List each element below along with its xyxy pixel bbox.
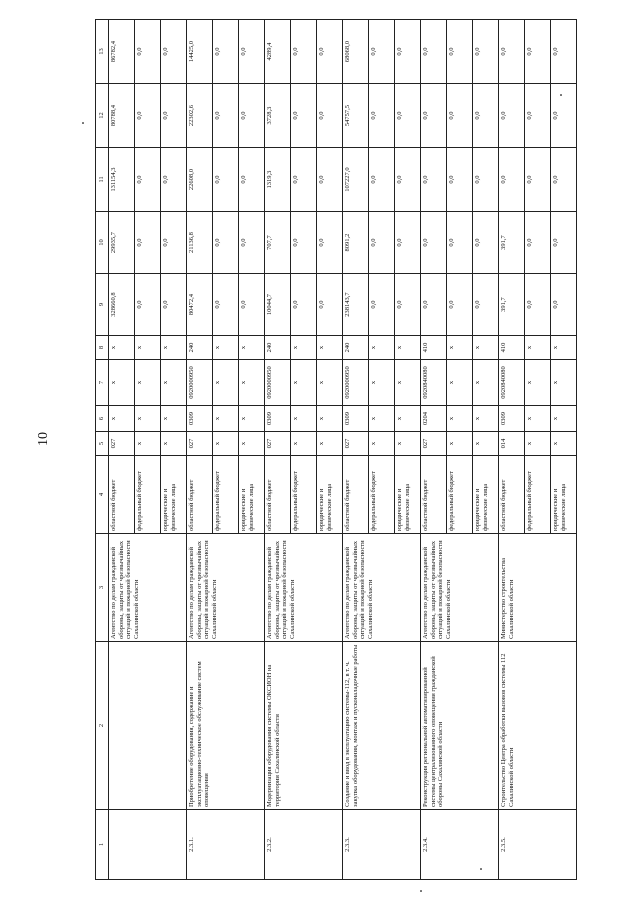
cell-c9: 0,0 <box>213 274 239 336</box>
cell-c12: 80788,4 <box>109 84 135 148</box>
cell-c10: 0,0 <box>213 212 239 274</box>
measure-name: Создание и ввод в эксплуатацию системы-112, в т. ч. закупка оборудования, монтаж и пусконаладочные работы <box>343 642 421 810</box>
cell-c13: 0,0 <box>213 20 239 84</box>
table-row <box>265 20 291 880</box>
cell-c10: 0,0 <box>447 212 473 274</box>
funding-source: областной бюджет <box>109 456 135 534</box>
cell-c5: 027 <box>187 432 213 456</box>
cell-c5: x <box>135 432 161 456</box>
cell-c7: x <box>395 360 421 406</box>
cell-c8: x <box>551 336 577 360</box>
cell-c6: x <box>317 406 343 432</box>
funding-source: областной бюджет <box>421 456 447 534</box>
cell-c5: 027 <box>421 432 447 456</box>
cell-c10: 0,0 <box>161 212 187 274</box>
column-number-10: 10 <box>96 212 109 274</box>
cell-c5: x <box>395 432 421 456</box>
cell-c11: 0,0 <box>551 148 577 212</box>
cell-c9: 0,0 <box>135 274 161 336</box>
cell-c12: 54757,5 <box>343 84 369 148</box>
cell-c6: 0309 <box>265 406 291 432</box>
cell-c9: 0,0 <box>161 274 187 336</box>
page-number: 10 <box>36 432 51 446</box>
cell-c12: 0,0 <box>317 84 343 148</box>
funding-source: областной бюджет <box>187 456 213 534</box>
cell-c7: x <box>473 360 499 406</box>
cell-c8: x <box>109 336 135 360</box>
cell-c5: x <box>369 432 395 456</box>
cell-c13: 0,0 <box>135 20 161 84</box>
cell-c5: x <box>447 432 473 456</box>
cell-c9: 0,0 <box>525 274 551 336</box>
cell-c11: 131154,3 <box>109 148 135 212</box>
cell-c13: 14425,0 <box>187 20 213 84</box>
cell-c9: 0,0 <box>369 274 395 336</box>
cell-c12: 0,0 <box>369 84 395 148</box>
cell-c12: 0,0 <box>213 84 239 148</box>
measure-name: Строительство Центра обработки вызовов системы 112 Сахалинской области <box>499 642 577 810</box>
cell-c11: 0,0 <box>239 148 265 212</box>
funding-source: юридические и физические лица <box>161 456 187 534</box>
cell-c12: 22302,6 <box>187 84 213 148</box>
cell-c7: x <box>239 360 265 406</box>
executor: Агентство по делам гражданской обороны, защиты от чрезвычайных ситуаций и пожарной безопасности Сахалинской области <box>265 534 343 642</box>
cell-c11: 0,0 <box>525 148 551 212</box>
cell-c7: 0920840080 <box>499 360 525 406</box>
executor: Агентство по делам гражданской обороны, защиты от чрезвычайных ситуаций и пожарной безопасности Сахалинской области <box>421 534 499 642</box>
cell-c12: 0,0 <box>421 84 447 148</box>
measure-name: Приобретение оборудования, содержание и эксплуатационно-техническое обслуживание систем оповещения <box>187 642 265 810</box>
cell-c7: 0920000950 <box>343 360 369 406</box>
cell-c8: 240 <box>265 336 291 360</box>
column-number-5: 5 <box>96 432 109 456</box>
table-row <box>343 20 369 880</box>
cell-c13: 68068,0 <box>343 20 369 84</box>
cell-c11: 22608,0 <box>187 148 213 212</box>
funding-source: областной бюджет <box>265 456 291 534</box>
cell-c6: x <box>525 406 551 432</box>
column-number-2: 2 <box>96 642 109 810</box>
executor: Агентство по делам гражданской обороны, защиты от чрезвычайных ситуаций и пожарной безопасности Сахалинской области <box>109 534 187 642</box>
cell-c7: x <box>317 360 343 406</box>
cell-c10: 0,0 <box>525 212 551 274</box>
cell-c5: 027 <box>109 432 135 456</box>
cell-c10: 8091,2 <box>343 212 369 274</box>
cell-c13: 0,0 <box>473 20 499 84</box>
row-number: 2.3.3. <box>343 810 421 880</box>
row-number: 2.3.2. <box>265 810 343 880</box>
cell-c9: 0,0 <box>291 274 317 336</box>
cell-c10: 0,0 <box>369 212 395 274</box>
cell-c13: 0,0 <box>239 20 265 84</box>
cell-c6: x <box>447 406 473 432</box>
cell-c7: 0920840080 <box>421 360 447 406</box>
cell-c8: x <box>525 336 551 360</box>
cell-c10: 0,0 <box>291 212 317 274</box>
funding-source: федеральный бюджет <box>213 456 239 534</box>
cell-c6: x <box>135 406 161 432</box>
cell-c9: 0,0 <box>551 274 577 336</box>
cell-c11: 0,0 <box>213 148 239 212</box>
cell-c8: x <box>135 336 161 360</box>
cell-c12: 0,0 <box>239 84 265 148</box>
funding-source: федеральный бюджет <box>135 456 161 534</box>
cell-c8: 410 <box>499 336 525 360</box>
cell-c6: x <box>395 406 421 432</box>
cell-c11: 0,0 <box>447 148 473 212</box>
cell-c6: x <box>369 406 395 432</box>
column-number-8: 8 <box>96 336 109 360</box>
scan-speck <box>480 868 482 870</box>
row-number: 2.3.5. <box>499 810 577 880</box>
cell-c6: x <box>213 406 239 432</box>
measure-name: Модернизация оборудования системы ОКСИОН на территории Сахалинской области <box>265 642 343 810</box>
cell-c7: 0920000950 <box>187 360 213 406</box>
cell-c8: 240 <box>343 336 369 360</box>
cell-c9: 391,7 <box>499 274 525 336</box>
table-row <box>109 20 135 880</box>
cell-c12: 0,0 <box>499 84 525 148</box>
cell-c11: 107227,0 <box>343 148 369 212</box>
table-row <box>499 20 525 880</box>
cell-c12: 0,0 <box>447 84 473 148</box>
cell-c11: 0,0 <box>317 148 343 212</box>
cell-c9: 0,0 <box>421 274 447 336</box>
cell-c8: x <box>239 336 265 360</box>
cell-c11: 0,0 <box>473 148 499 212</box>
cell-c10: 0,0 <box>135 212 161 274</box>
column-number-1: 1 <box>96 810 109 880</box>
cell-c9: 10044,7 <box>265 274 291 336</box>
cell-c10: 0,0 <box>473 212 499 274</box>
cell-c10: 0,0 <box>317 212 343 274</box>
cell-c11: 1319,3 <box>265 148 291 212</box>
cell-c13: 0,0 <box>551 20 577 84</box>
cell-c13: 86782,4 <box>109 20 135 84</box>
funding-source: областной бюджет <box>343 456 369 534</box>
cell-c7: x <box>135 360 161 406</box>
cell-c5: x <box>551 432 577 456</box>
cell-c13: 0,0 <box>291 20 317 84</box>
cell-c7: x <box>447 360 473 406</box>
column-number-6: 6 <box>96 406 109 432</box>
cell-c13: 0,0 <box>421 20 447 84</box>
cell-c9: 0,0 <box>447 274 473 336</box>
scan-speck <box>420 890 422 892</box>
cell-c12: 3728,3 <box>265 84 291 148</box>
cell-c5: x <box>473 432 499 456</box>
cell-c5: x <box>525 432 551 456</box>
budget-table <box>95 19 577 880</box>
cell-c8: x <box>369 336 395 360</box>
funding-source: областной бюджет <box>499 456 525 534</box>
cell-c5: 027 <box>265 432 291 456</box>
cell-c8: 240 <box>187 336 213 360</box>
cell-c6: x <box>239 406 265 432</box>
cell-c11: 0,0 <box>135 148 161 212</box>
cell-c8: 410 <box>421 336 447 360</box>
column-number-12: 12 <box>96 84 109 148</box>
cell-c9: 0,0 <box>239 274 265 336</box>
cell-c5: x <box>291 432 317 456</box>
cell-c13: 0,0 <box>447 20 473 84</box>
cell-c13: 0,0 <box>369 20 395 84</box>
scan-speck <box>560 94 562 96</box>
measure-name: Реконструкция региональной автоматизированной системы централизованного оповещения гражданской обороны Сахалинской области <box>421 642 499 810</box>
cell-c5: x <box>161 432 187 456</box>
column-number-9: 9 <box>96 274 109 336</box>
cell-c6: 0204 <box>421 406 447 432</box>
cell-c7: x <box>369 360 395 406</box>
cell-c5: 014 <box>499 432 525 456</box>
cell-c5: x <box>317 432 343 456</box>
column-number-row <box>96 20 109 880</box>
cell-c5: 027 <box>343 432 369 456</box>
cell-c6: x <box>109 406 135 432</box>
cell-c11: 0,0 <box>499 148 525 212</box>
funding-source: юридические и физические лица <box>395 456 421 534</box>
cell-c12: 0,0 <box>161 84 187 148</box>
row-number: 2.3.4. <box>421 810 499 880</box>
column-number-13: 13 <box>96 20 109 84</box>
executor: Агентство по делам гражданской обороны, защиты от чрезвычайных ситуаций и пожарной безопасности Сахалинской области <box>187 534 265 642</box>
cell-c10: 0,0 <box>421 212 447 274</box>
cell-c6: x <box>473 406 499 432</box>
column-number-11: 11 <box>96 148 109 212</box>
cell-c9: 80472,4 <box>187 274 213 336</box>
column-number-3: 3 <box>96 534 109 642</box>
funding-source: федеральный бюджет <box>525 456 551 534</box>
cell-c11: 0,0 <box>369 148 395 212</box>
cell-c5: x <box>213 432 239 456</box>
cell-c6: 0309 <box>343 406 369 432</box>
cell-c11: 0,0 <box>291 148 317 212</box>
cell-c11: 0,0 <box>161 148 187 212</box>
cell-c6: x <box>551 406 577 432</box>
cell-c8: x <box>395 336 421 360</box>
cell-c10: 29935,7 <box>109 212 135 274</box>
executor: Министерство строительства Сахалинской области <box>499 534 577 642</box>
cell-c8: x <box>291 336 317 360</box>
cell-c13: 0,0 <box>161 20 187 84</box>
cell-c7: x <box>525 360 551 406</box>
cell-c10: 21136,8 <box>187 212 213 274</box>
cell-c9: 0,0 <box>317 274 343 336</box>
cell-c9: 0,0 <box>473 274 499 336</box>
cell-c7: 0920000950 <box>265 360 291 406</box>
cell-c10: 707,7 <box>265 212 291 274</box>
cell-c7: x <box>109 360 135 406</box>
cell-c10: 0,0 <box>395 212 421 274</box>
cell-c9: 0,0 <box>395 274 421 336</box>
table-body <box>109 20 577 880</box>
cell-c6: 0309 <box>499 406 525 432</box>
cell-c12: 0,0 <box>473 84 499 148</box>
cell-c11: 0,0 <box>421 148 447 212</box>
measure-name <box>109 642 187 810</box>
table-row <box>187 20 213 880</box>
cell-c8: x <box>161 336 187 360</box>
table-row <box>421 20 447 880</box>
cell-c6: x <box>291 406 317 432</box>
cell-c12: 0,0 <box>135 84 161 148</box>
cell-c8: x <box>213 336 239 360</box>
cell-c5: x <box>239 432 265 456</box>
funding-source: федеральный бюджет <box>447 456 473 534</box>
funding-source: юридические и физические лица <box>473 456 499 534</box>
cell-c12: 0,0 <box>551 84 577 148</box>
row-number: 2.3.1. <box>187 810 265 880</box>
funding-source: юридические и физические лица <box>551 456 577 534</box>
cell-c6: x <box>161 406 187 432</box>
funding-source: юридические и физические лица <box>317 456 343 534</box>
cell-c13: 4289,4 <box>265 20 291 84</box>
cell-c10: 391,7 <box>499 212 525 274</box>
cell-c8: x <box>447 336 473 360</box>
cell-c13: 0,0 <box>499 20 525 84</box>
cell-c10: 0,0 <box>239 212 265 274</box>
column-number-4: 4 <box>96 456 109 534</box>
funding-source: юридические и физические лица <box>239 456 265 534</box>
cell-c13: 0,0 <box>395 20 421 84</box>
cell-c7: x <box>291 360 317 406</box>
cell-c13: 0,0 <box>317 20 343 84</box>
funding-source: федеральный бюджет <box>291 456 317 534</box>
cell-c12: 0,0 <box>525 84 551 148</box>
scan-speck <box>82 122 84 124</box>
cell-c12: 0,0 <box>395 84 421 148</box>
cell-c8: x <box>317 336 343 360</box>
column-number-7: 7 <box>96 360 109 406</box>
cell-c9: 238143,7 <box>343 274 369 336</box>
executor: Агентство по делам гражданской обороны, защиты от чрезвычайных ситуаций и пожарной безопасности Сахалинской области <box>343 534 421 642</box>
row-number <box>109 810 187 880</box>
cell-c7: x <box>213 360 239 406</box>
cell-c13: 0,0 <box>525 20 551 84</box>
cell-c10: 0,0 <box>551 212 577 274</box>
cell-c12: 0,0 <box>291 84 317 148</box>
rotated-page-content <box>95 20 580 880</box>
cell-c8: x <box>473 336 499 360</box>
cell-c6: 0309 <box>187 406 213 432</box>
cell-c7: x <box>551 360 577 406</box>
funding-source: федеральный бюджет <box>369 456 395 534</box>
cell-c11: 0,0 <box>395 148 421 212</box>
cell-c7: x <box>161 360 187 406</box>
cell-c9: 328660,8 <box>109 274 135 336</box>
